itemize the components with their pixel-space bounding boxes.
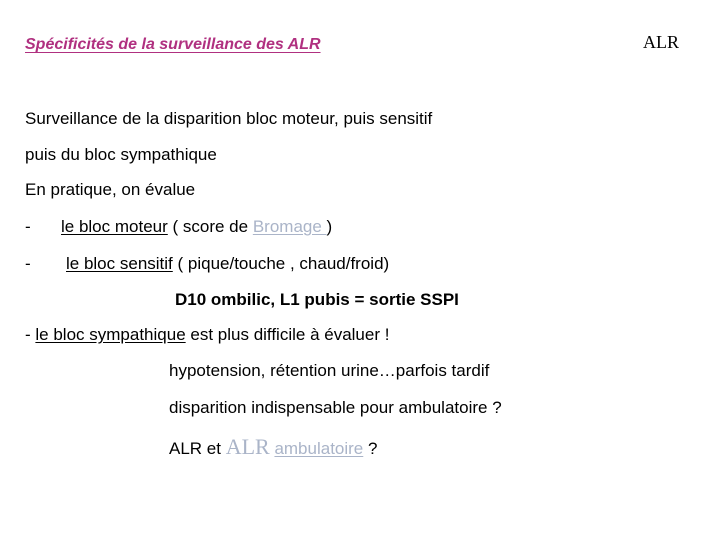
sensory-block-link[interactable]: le bloc sensitif xyxy=(66,254,173,273)
text-line-3: En pratique, on évalue xyxy=(25,180,196,199)
text-line-1: Surveillance de la disparition bloc moteur, puis sensitif xyxy=(25,109,433,128)
text-line-6: D10 ombilic, L1 pubis = sortie SSPI xyxy=(175,290,459,309)
sympathetic-prefix: - xyxy=(25,325,36,344)
slide-title: Spécificités de la surveillance des ALR xyxy=(25,36,321,53)
sympathetic-block-link[interactable]: le bloc sympathique xyxy=(35,325,186,344)
text-line-2: puis du bloc sympathique xyxy=(25,145,217,164)
text-line-9: disparition indispensable pour ambulatoire ? xyxy=(169,398,502,417)
alr-serif-label: ALR xyxy=(225,434,270,459)
text-line-10 xyxy=(169,434,377,460)
sensory-text: ( pique/touche , chaud/froid) xyxy=(172,254,390,273)
text-line-8: hypotension, rétention urine…parfois tardif xyxy=(169,361,490,380)
list-dash: - xyxy=(25,254,31,273)
line10-text-b: ? xyxy=(363,439,378,458)
corner-label: ALR xyxy=(643,32,679,52)
list-item-sympathetic xyxy=(25,325,389,345)
bromage-link[interactable]: Bromage xyxy=(252,217,327,236)
motor-block-link[interactable]: le bloc moteur xyxy=(61,217,168,236)
ambulatoire-link[interactable]: ambulatoire xyxy=(274,439,364,458)
sympathetic-text: est plus difficile à évaluer ! xyxy=(185,325,390,344)
list-dash: - xyxy=(25,217,31,236)
motor-text-b: ) xyxy=(326,217,333,236)
list-item-sensory xyxy=(25,254,390,274)
motor-text-a: ( score de xyxy=(167,217,253,236)
list-item-motor xyxy=(25,217,333,237)
line10-text-a: ALR et xyxy=(169,439,226,458)
